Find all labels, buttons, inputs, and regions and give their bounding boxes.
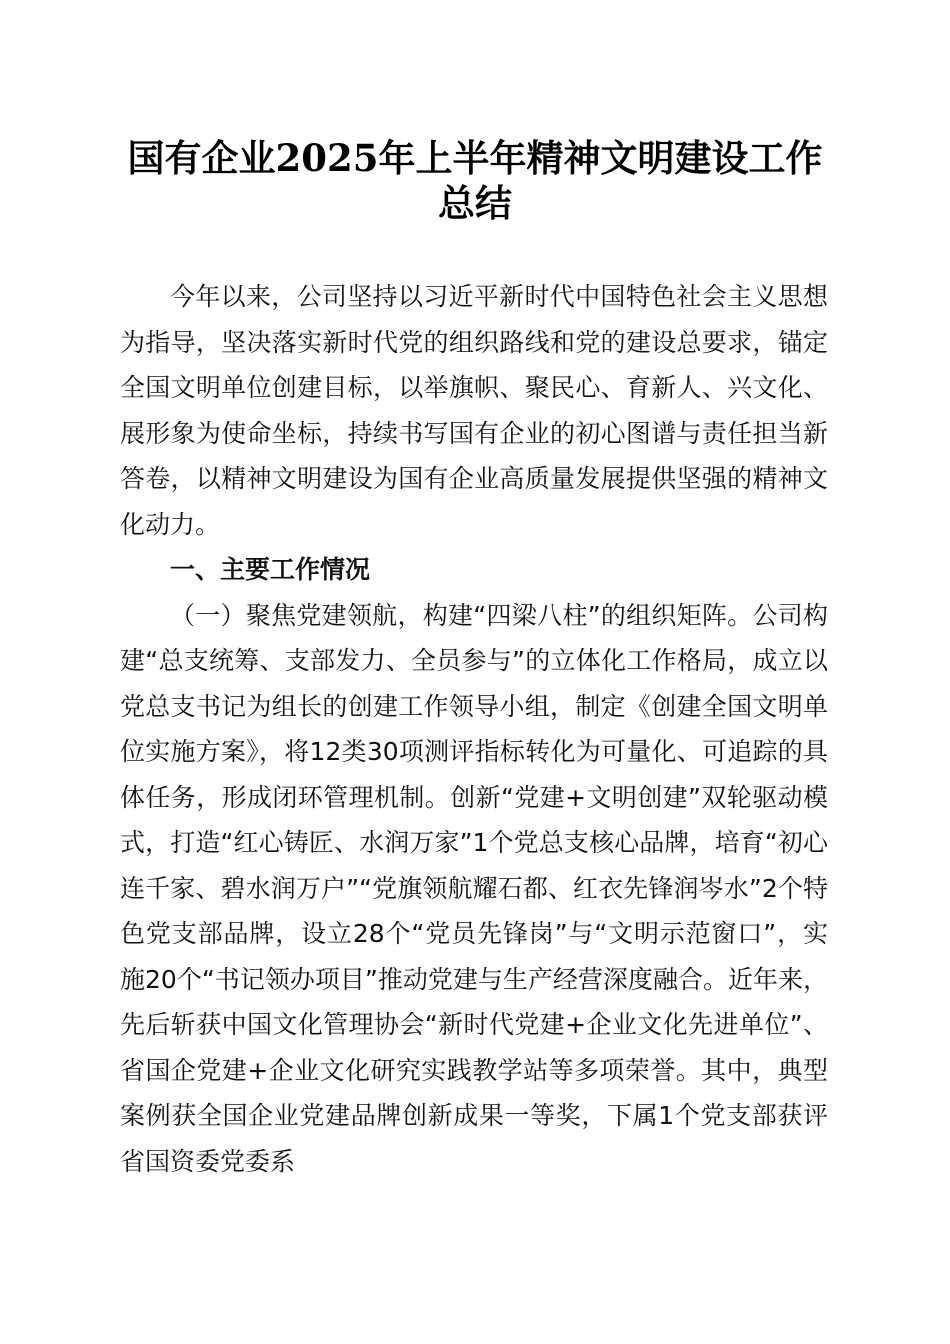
document-title: 国有企业2025年上半年精神文明建设工作总结 (127, 136, 823, 225)
section-heading: 一、主要工作情况 (170, 555, 371, 584)
section-paragraph: （一）聚焦党建领航，构建“四梁八柱”的组织矩阵。公司构建“总支统筹、支部发力、全员参与”的立体化工作格局，成立以党总支书记为组长的创建工作领导小组，制定《创建全国文明单位实施方案》，将12类30项测评指标转化为可量化、可追踪的具体任务，形成闭环管理机制。创新“党建+文明创建”双轮驱动模式，打造“红心铸匠、水润万家”1个党总支核心品牌，培育“初心连千家、碧水润万户”“党旗领航耀石都、红衣先锋润岑水”2个特色党支部品牌，设立28个“党员先锋岗”与“文明示范窗口”，实施20个“书记领办项目”推动党建与生产经营深度融合。近年来，先后斩获中国文化管理协会“新时代党建+企业文化先进单位”、省国企党建+企业文化研究实践教学站等多项荣誉。其中，典型案例获全国企业党建品牌创新成果一等奖，下属1个党支部获评省国资委党委系 (120, 600, 828, 1176)
document-body (120, 274, 828, 1184)
intro-paragraph: 今年以来，公司坚持以习近平新时代中国特色社会主义思想为指导，坚决落实新时代党的组织路线和党的建设总要求，锚定全国文明单位创建目标，以举旗帜、聚民心、育新人、兴文化、展形象为使命坐标，持续书写国有企业的初心图谱与责任担当新答卷，以精神文明建设为国有企业高质量发展提供坚强的精神文化动力。 (120, 282, 828, 539)
